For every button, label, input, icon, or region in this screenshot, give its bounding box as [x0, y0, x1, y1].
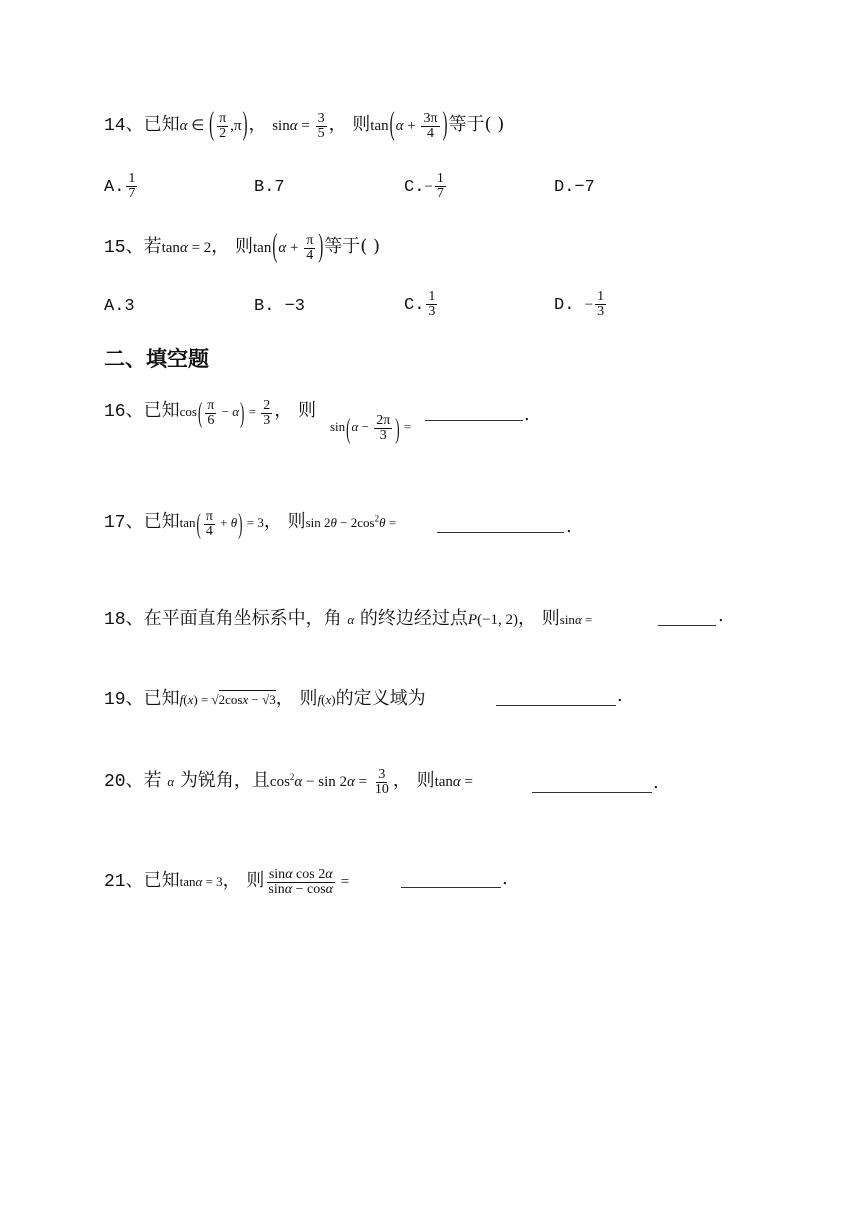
- then-text: 则: [287, 511, 306, 532]
- answer-blank[interactable]: [532, 791, 652, 793]
- then-text: 则: [299, 688, 318, 709]
- question-prefix: 已知: [143, 688, 180, 709]
- then-text: 则: [297, 400, 316, 421]
- math-expression: f(x) = √2cosx − √3: [179, 692, 276, 707]
- then-text: 则: [416, 770, 435, 791]
- question-16-answer: [330, 410, 412, 444]
- math-expression: sinα = $\frac{3}{5}$: [272, 111, 325, 142]
- question-20: 20、若 α 为锐角，且$\cos^2\alpha - \sin 2\alpha$ = $\frac{3}{10}$ ， 则tanα =: [104, 767, 473, 798]
- math-expression: tanα = 3: [179, 874, 223, 889]
- period: .: [653, 772, 659, 793]
- period: .: [502, 868, 508, 889]
- question-number: 15、: [104, 238, 144, 258]
- math-expression: $\frac{\text{sinα cos 2α}}{\sin\alpha - \cos\alpha}$ =: [268, 867, 350, 898]
- math-expression: tanα =: [434, 774, 473, 790]
- math-expression: P(−1, 2): [467, 612, 519, 628]
- math-expression: α: [347, 612, 355, 627]
- math-expression: f(x): [317, 692, 336, 707]
- math-expression: tan(α + $\frac{3\pi}{4}$ ): [370, 107, 448, 144]
- then-text: 则: [235, 236, 254, 257]
- question-number: 16、: [104, 402, 144, 422]
- question-text: 在平面直角坐标系中，角: [143, 608, 342, 629]
- answer-blank[interactable]: [401, 886, 501, 888]
- math-expression: tan(α + $\frac{\pi}{4}$ ): [253, 229, 324, 266]
- question-suffix: 等于( ): [448, 114, 505, 135]
- question-number: 20、: [104, 772, 144, 792]
- math-expression: α: [167, 774, 175, 789]
- period: .: [524, 404, 530, 425]
- math-expression: $\sin 2\theta - 2\cos^2\theta$ =: [305, 513, 397, 530]
- question-suffix: 等于( ): [324, 236, 381, 257]
- question-17: 17、已知tan( $\frac{\pi}{4}$ + θ) = 3， 则$\sin 2\theta - 2\cos^2\theta$ =: [104, 506, 397, 540]
- option-d: D.−7: [554, 178, 595, 197]
- option-c: C.− $\frac{1}{7}$: [404, 171, 444, 201]
- question-prefix: 已知: [143, 870, 180, 891]
- question-number: 18、: [104, 610, 144, 630]
- math-expression: sin(α − $\frac{2\pi}{3}$ ) =: [330, 410, 412, 444]
- math-expression: tan( $\frac{\pi}{4}$ + θ) = 3: [179, 506, 264, 540]
- option-b: B. −3: [254, 297, 306, 316]
- option-b: B.7: [254, 178, 285, 197]
- question-text: 的定义域为: [335, 688, 426, 709]
- question-21: 21、已知tanα = 3， 则 $\frac{\text{sinα cos 2α}}{\sin\alpha - \cos\alpha}$ =: [104, 867, 350, 898]
- question-prefix: 若: [143, 236, 162, 257]
- then-text: 则: [541, 608, 560, 629]
- question-prefix: 已知: [143, 400, 180, 421]
- then-text: 则: [246, 870, 265, 891]
- answer-blank[interactable]: [496, 704, 616, 706]
- option-d: D. − $\frac{1}{3}$: [554, 289, 605, 319]
- answer-blank[interactable]: [437, 531, 564, 533]
- question-text: 为锐角，且: [179, 770, 270, 791]
- option-a: A. $\frac{1}{7}$: [104, 171, 136, 201]
- period: .: [617, 685, 623, 706]
- question-prefix: 已知: [143, 114, 180, 135]
- question-number: 17、: [104, 513, 144, 533]
- answer-blank[interactable]: [425, 419, 523, 421]
- answer-blank[interactable]: [658, 624, 716, 626]
- period: .: [718, 605, 724, 626]
- then-text: 则: [352, 114, 371, 135]
- math-expression: sinα =: [559, 612, 593, 627]
- question-19: 19、已知f(x) = √2cosx − √3， 则f(x)的定义域为: [104, 688, 426, 710]
- question-number: 14、: [104, 116, 144, 136]
- math-expression: $\cos^2\alpha - \sin 2\alpha$ = $\frac{3}{10}$: [269, 767, 389, 798]
- math-expression: cos( $\frac{\pi}{6}$ − α) = $\frac{2}{3}$: [179, 395, 271, 429]
- section-heading: 二、填空题: [104, 347, 209, 371]
- question-number: 19、: [104, 690, 144, 710]
- question-text: 的终边经过点: [359, 608, 468, 629]
- math-expression: tanα = 2: [161, 240, 212, 256]
- math-expression: α ∈ ( $\frac{\pi}{2}$ ,π): [179, 107, 248, 144]
- question-16: 16、已知cos( $\frac{\pi}{6}$ − α) = $\frac{2}{3}$ ， 则: [104, 395, 316, 429]
- question-18: 18、在平面直角坐标系中，角 α 的终边经过点P(−1, 2)， 则sinα =: [104, 608, 593, 630]
- question-number: 21、: [104, 872, 144, 892]
- question-14: 14、已知α ∈ ( $\frac{\pi}{2}$ ,π)， sinα = $\frac{3}{5}$ ， 则tan(α + $\frac{3\pi}{4}$ )等于( ): [104, 107, 505, 144]
- question-prefix: 已知: [143, 511, 180, 532]
- question-15: 15、若tanα = 2， 则tan(α + $\frac{\pi}{4}$ )等于( ): [104, 229, 381, 266]
- question-prefix: 若: [143, 770, 162, 791]
- option-a: A.3: [104, 297, 135, 316]
- option-c: C. $\frac{1}{3}$: [404, 289, 436, 319]
- period: .: [566, 516, 572, 537]
